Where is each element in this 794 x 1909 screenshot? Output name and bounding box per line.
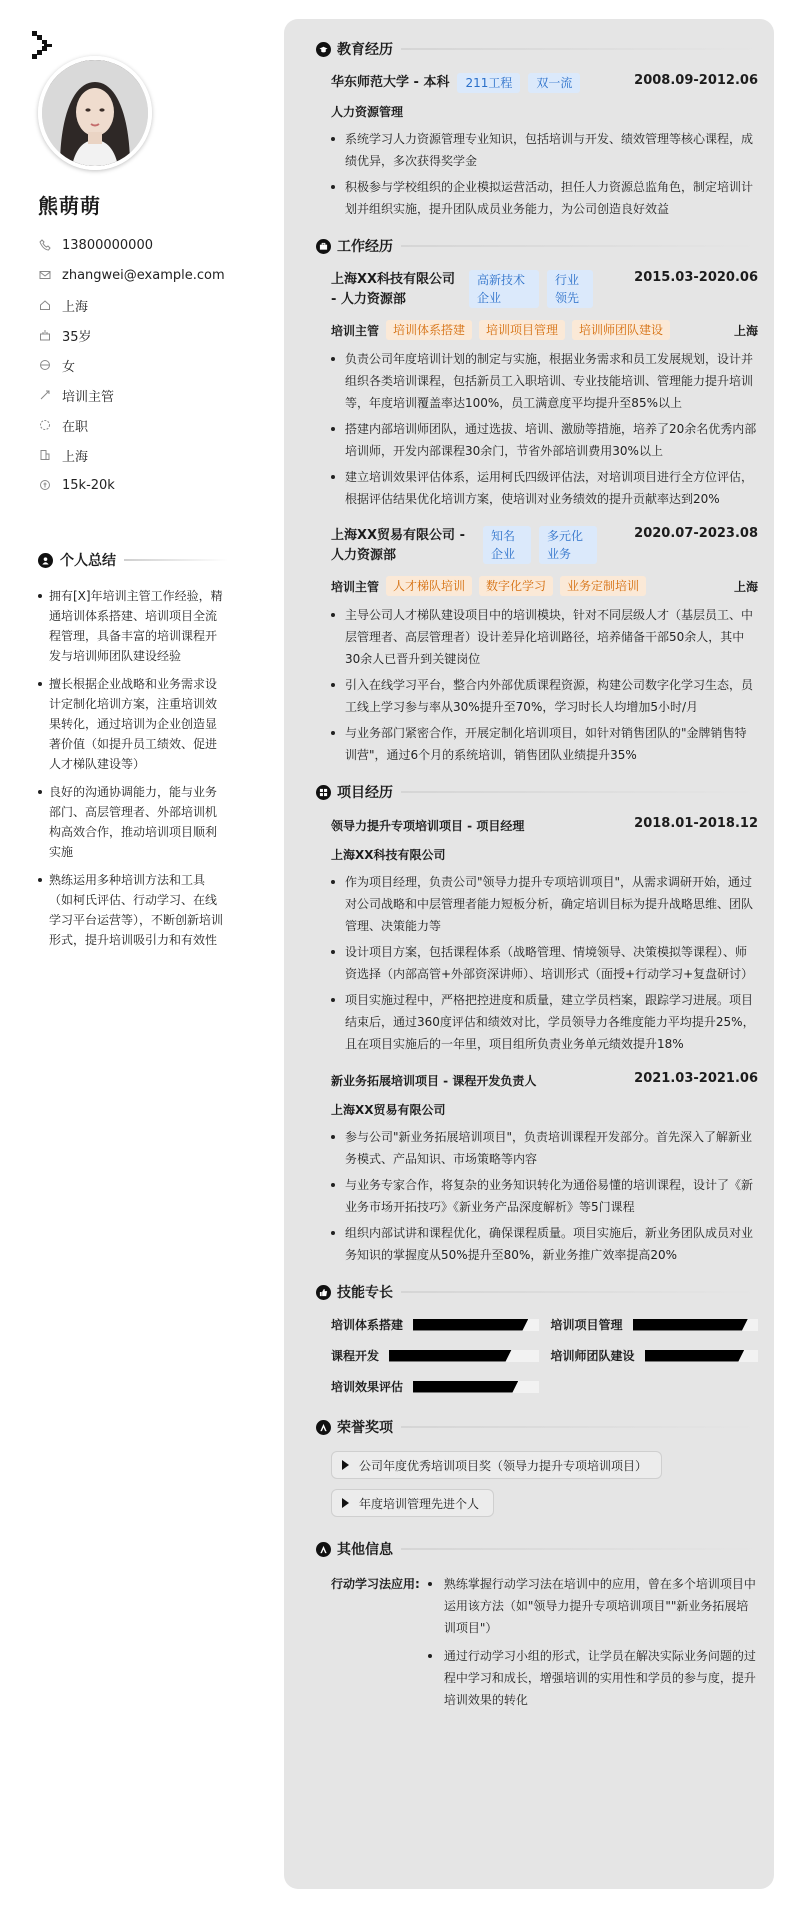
list-item: 拥有[X]年培训主管工作经验，精通培训体系搭建、培训项目全流程管理，具备丰富的培训课程开发与培训师团队建设经验 [38,586,228,666]
building-icon [38,448,52,462]
company-tag: 行业领先 [547,270,593,308]
list-item: 主导公司人才梯队建设项目中的培训模块，针对不同层级人才（基层员工、中层管理者、高层管理者）设计差异化培训路径，培养储备干部50余人，其中30余人已晋升到关键岗位 [331,604,758,670]
list-item: 熟练掌握行动学习法在培训中的应用，曾在多个培训项目中运用该方法（如"领导力提升专项培训项目""新业务拓展培训项目"） [428,1573,758,1639]
honors-section [331,1417,758,1527]
info-age [38,320,228,350]
skill-label: 培训效果评估 [331,1380,404,1394]
award-icon [316,1420,331,1435]
project-entry [331,1071,758,1266]
projects-title: 项目经历 [337,785,393,801]
info-email [38,260,228,290]
job-icon [38,388,52,402]
other-heading [316,1539,758,1559]
date-range: 2021.03-2021.06 [634,1071,758,1086]
skill-tag: 业务定制培训 [560,576,646,596]
skill-label: 培训体系搭建 [331,1318,404,1332]
entry-header [331,816,758,836]
info-gender [38,350,228,380]
heading-divider [124,559,228,561]
projects-section [331,782,758,1266]
award-item [331,1451,662,1479]
project-name: 新业务拓展培训项目 - 课程开发负责人 [331,1074,537,1088]
work-heading [316,236,758,256]
education-title: 教育经历 [337,42,393,58]
education-heading [316,39,758,59]
role-row [331,576,758,596]
contact-info-list [38,230,228,500]
list-item: 擅长根据企业战略和业务需求设计定制化培训方案，注重培训效果转化，通过培训为企业创造显著价值（如提升员工绩效、促进人才梯队建设等） [38,674,228,774]
skill-bar-fill [645,1350,745,1362]
info-text: 上海 [62,299,89,315]
skill-item [331,1378,539,1395]
date-range: 2018.01-2018.12 [634,816,758,831]
skill-tag: 培训体系搭建 [386,320,472,340]
education-entry [331,73,758,220]
education-section [331,39,758,220]
major: 人力资源管理 [331,105,404,119]
work-entry [331,526,758,766]
info-home [38,290,228,320]
other-section [331,1539,758,1717]
other-title: 其他信息 [337,1542,393,1558]
play-triangle-icon [342,1498,349,1508]
list-item: 积极参与学校组织的企业模拟运营活动，担任人力资源总监角色，制定培训计划并组织实施，提升团队成员业务能力，为公司创造良好效益 [331,176,758,220]
skill-tag: 培训师团队建设 [572,320,670,340]
summary-section [38,550,228,958]
date-range: 2015.03-2020.06 [634,270,758,285]
project-org: 上海XX科技有限公司 [331,848,446,862]
list-item: 通过行动学习小组的形式，让学员在解决实际业务问题的过程中学习和成长，增强培训的实用性和学员的参与度，提升培训效果的转化 [428,1645,758,1711]
skill-bar-fill [633,1319,748,1331]
project-org: 上海XX贸易有限公司 [331,1103,446,1117]
skill-item [551,1316,759,1333]
award-item [331,1489,494,1517]
info-job [38,380,228,410]
thumbs-up-icon [316,1285,331,1300]
project-entry [331,816,758,1055]
info-text: 13800000000 [62,237,153,253]
age-icon [38,328,52,342]
info-text: 上海 [62,449,89,465]
skill-bar-fill [413,1319,528,1331]
education-list [331,128,758,220]
entry-header [331,73,758,93]
summary-list [38,586,228,950]
work-location: 上海 [733,323,758,338]
list-item: 与业务部门紧密合作，开展定制化培训项目，如针对销售团队的"金牌销售特训营"，通过6个月的系统培训，销售团队业绩提升35% [331,722,758,766]
heading-divider [401,245,758,247]
skill-tag: 人才梯队培训 [386,576,472,596]
skill-tag: 培训项目管理 [479,320,565,340]
info-text: zhangwei@example.com [62,267,225,283]
work-entry [331,270,758,510]
skills-heading [316,1282,758,1302]
list-item: 系统学习人力资源管理专业知识，包括培训与开发、绩效管理等核心课程，成绩优异，多次获得奖学金 [331,128,758,172]
work-list [331,348,758,510]
other-info [331,1573,758,1717]
skills-title: 技能专长 [337,1285,393,1301]
skill-bar [645,1350,758,1362]
list-item: 搭建内部培训师团队，通过选拔、培训、激励等措施，培养了20余名优秀内部培训师，开发内部课程30余门，节省外部培训费用30%以上 [331,418,758,462]
info-text: 女 [62,359,76,375]
logo-mark-icon [32,31,52,59]
user-icon [38,553,53,568]
work-location: 上海 [733,579,758,594]
list-item: 组织内部试讲和课程优化，确保课程质量。项目实施后，新业务团队成员对业务知识的掌握度从50%提升至80%，新业务推广效率提高20% [331,1222,758,1266]
award-label: 年度培训管理先进个人 [359,1496,480,1511]
list-item: 建立培训效果评估体系，运用柯氏四级评估法，对培训项目进行全方位评估，根据评估结果优化培训方案，使培训对业务绩效的提升贡献率达到20% [331,466,758,510]
home-icon [38,298,52,312]
phone-icon [38,238,52,252]
skill-bar [633,1319,758,1331]
heading-divider [401,1291,758,1293]
status-icon [38,418,52,432]
project-list [331,871,758,1055]
entry-header [331,1071,758,1091]
list-item: 负责公司年度培训计划的制定与实施，根据业务需求和员工发展规划，设计并组织各类培训课程，包括新员工入职培训、专业技能培训、管理能力提升培训等，年度培训覆盖率达100%，员工满意度平均提升至85%以上 [331,348,758,414]
list-item: 作为项目经理，负责公司"领导力提升专项培训项目"，从需求调研开始，通过对公司战略和中层管理者能力短板分析，确定培训目标为提升战略思维、团队管理、决策能力等 [331,871,758,937]
company-tag: 高新技术企业 [469,270,539,308]
info-text: 35岁 [62,329,92,345]
info-text: 培训主管 [62,389,115,405]
date-range: 2020.07-2023.08 [634,526,758,541]
project-name: 领导力提升专项培训项目 - 项目经理 [331,819,525,833]
honors-heading [316,1417,758,1437]
info-text: 15k-20k [62,477,115,493]
list-item: 参与公司"新业务拓展培训项目"，负责培训课程开发部分。首先深入了解新业务模式、产品知识、市场策略等内容 [331,1126,758,1170]
skill-label: 课程开发 [331,1349,380,1363]
company-tag: 多元化业务 [539,526,597,564]
list-item: 设计项目方案，包括课程体系（战略管理、情境领导、决策模拟等课程）、师资选择（内部高管+外部资深讲师）、培训形式（面授+行动学习+复盘研讨） [331,941,758,985]
school-tag: 双一流 [528,73,580,93]
briefcase-icon [316,239,331,254]
other-list [428,1573,758,1717]
gender-icon [38,358,52,372]
projects-heading [316,782,758,802]
list-item: 与业务专家合作，将复杂的业务知识转化为通俗易懂的培训课程，设计了《新业务市场开拓技巧》《新业务产品深度解析》等5门课程 [331,1174,758,1218]
school-name: 华东师范大学 - 本科 [331,75,450,90]
skill-bar-fill [389,1350,512,1362]
skill-item [331,1347,539,1364]
info-status [38,410,228,440]
skill-bar-fill [413,1381,518,1393]
skill-label: 培训师团队建设 [550,1349,635,1363]
company-name: 上海XX科技有限公司 - 人力资源部 [331,272,456,307]
role-row [331,320,758,340]
heading-divider [401,48,758,50]
entry-header [331,526,758,566]
work-section [331,236,758,766]
project-list [331,1126,758,1266]
summary-heading [38,550,228,570]
graduation-cap-icon [316,42,331,57]
info-text: 在职 [62,419,89,435]
skill-item [331,1316,539,1333]
date-range: 2008.09-2012.06 [634,73,758,88]
info-city [38,440,228,470]
other-key: 行动学习法应用: [331,1577,420,1591]
skills-section [331,1282,758,1395]
honors-title: 荣誉奖项 [337,1420,393,1436]
mail-icon [38,268,52,282]
entry-header [331,270,758,310]
honors-list [331,1451,758,1527]
portrait-icon [42,60,148,166]
list-item: 引入在线学习平台，整合内外部优质课程资源，构建公司数字化学习生态，员工线上学习参与率从30%提升至70%，学习时长人均增加5小时/月 [331,674,758,718]
skill-bar [413,1319,538,1331]
list-item: 项目实施过程中，严格把控进度和质量，建立学员档案，跟踪学习进展。项目结束后，通过360度评估和绩效对比，学员领导力各维度能力平均提升25%，且在项目实施后的一年里，项目组所负责业务单元绩效提升18% [331,989,758,1055]
role-title: 培训主管 [331,579,380,594]
skill-bar [389,1350,538,1362]
summary-title: 个人总结 [60,553,116,569]
salary-icon [38,478,52,492]
play-triangle-icon [342,1460,349,1470]
info-salary [38,470,228,500]
heading-divider [401,1426,758,1428]
grid-icon [316,785,331,800]
list-item: 良好的沟通协调能力，能与业务部门、高层管理者、外部培训机构高效合作，推动培训项目顺利实施 [38,782,228,862]
avatar [38,56,152,170]
school-tag: 211工程 [457,73,520,93]
skill-item [551,1347,759,1364]
skill-tag: 数字化学习 [479,576,553,596]
role-title: 培训主管 [331,323,380,338]
company-tag: 知名企业 [483,526,531,564]
profile-name: 熊萌萌 [38,194,101,218]
info-icon [316,1542,331,1557]
skills-grid [331,1316,758,1395]
main-panel [284,19,774,1889]
work-title: 工作经历 [337,239,393,255]
skill-bar [413,1381,538,1393]
company-name: 上海XX贸易有限公司 - 人力资源部 [331,528,465,563]
heading-divider [401,791,758,793]
heading-divider [401,1548,758,1550]
work-list [331,604,758,766]
list-item: 熟练运用多种培训方法和工具（如柯氏评估、行动学习、在线学习平台运营等），不断创新培训形式，提升培训吸引力和有效性 [38,870,228,950]
skill-label: 培训项目管理 [550,1318,623,1332]
info-phone [38,230,228,260]
award-label: 公司年度优秀培训项目奖（领导力提升专项培训项目） [359,1458,648,1473]
